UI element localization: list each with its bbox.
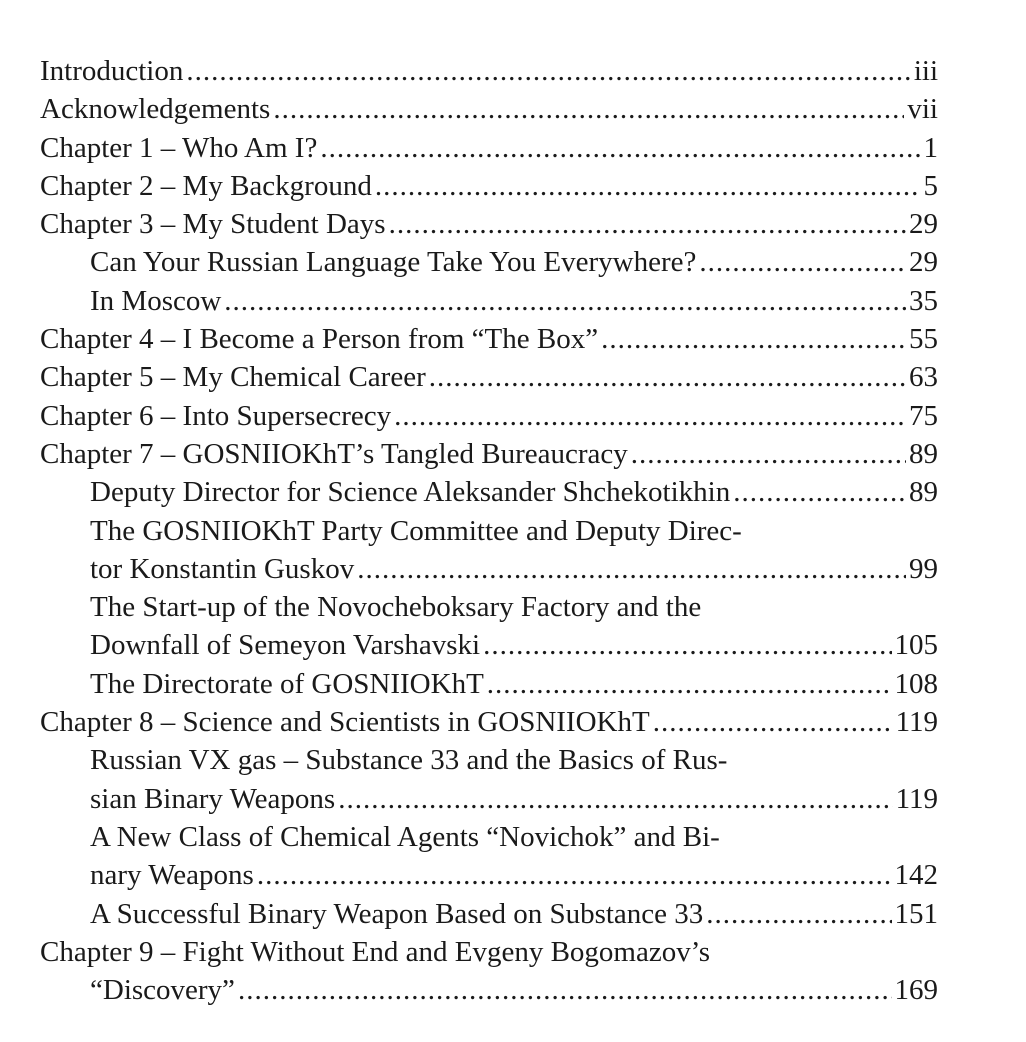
toc-subentry bbox=[40, 473, 938, 511]
toc-entry-page: 108 bbox=[894, 667, 938, 700]
toc-entry-title: Chapter 7 – GOSNIIOKhT’s Tangled Bureaucracy bbox=[40, 437, 628, 470]
toc-entry-title: tor Konstantin Guskov bbox=[90, 552, 355, 585]
toc-entry bbox=[40, 703, 938, 741]
toc-entry-page: 29 bbox=[909, 208, 938, 241]
toc-leader-dots bbox=[375, 167, 921, 205]
toc-subentry-first-line: The GOSNIIOKhT Party Committee and Deputy Direc- bbox=[90, 514, 742, 547]
toc-subentry bbox=[40, 550, 938, 588]
toc-entry bbox=[40, 52, 938, 90]
toc-entry-title: nary Weapons bbox=[90, 859, 254, 892]
toc-leader-dots bbox=[238, 971, 892, 1009]
toc-entry-title: “Discovery” bbox=[90, 974, 235, 1007]
toc-entry-title: Chapter 5 – My Chemical Career bbox=[40, 361, 426, 394]
toc-subentry bbox=[40, 243, 938, 281]
toc-entry-title: Chapter 4 – I Become a Person from “The Box” bbox=[40, 323, 599, 356]
toc-entry-title: Chapter 2 – My Background bbox=[40, 169, 372, 202]
toc-entry-page: iii bbox=[913, 55, 938, 87]
toc-leader-dots bbox=[487, 665, 892, 703]
toc-entry bbox=[40, 90, 938, 128]
toc-entry-title: Downfall of Semeyon Varshavski bbox=[90, 629, 481, 662]
toc-entry-title: Chapter 8 – Science and Scientists in GOSNIIOKhT bbox=[40, 706, 650, 739]
toc-entry-title: Can Your Russian Language Take You Everywhere? bbox=[90, 246, 697, 279]
table-of-contents bbox=[40, 52, 938, 1009]
toc-entry-title: In Moscow bbox=[90, 284, 222, 317]
toc-leader-dots bbox=[273, 90, 904, 128]
toc-leader-dots bbox=[483, 626, 891, 664]
toc-entry-title: Acknowledgements bbox=[40, 93, 271, 126]
toc-leader-dots bbox=[257, 856, 892, 894]
toc-entry bbox=[40, 435, 938, 473]
toc-subentry bbox=[40, 780, 938, 818]
toc-entry bbox=[40, 129, 938, 167]
toc-entry bbox=[40, 397, 938, 435]
toc-entry-title: The Directorate of GOSNIIOKhT bbox=[90, 667, 484, 700]
toc-entry-page: vii bbox=[907, 93, 938, 126]
toc-leader-dots bbox=[631, 435, 906, 473]
toc-subentry bbox=[40, 856, 938, 894]
toc-subentry-first-line: The Start-up of the Novocheboksary Factory and the bbox=[90, 591, 702, 624]
toc-entry-page: 169 bbox=[894, 974, 938, 1007]
toc-entry-continuation bbox=[40, 971, 938, 1009]
toc-leader-dots bbox=[601, 320, 906, 358]
toc-entry bbox=[40, 320, 938, 358]
toc-entry bbox=[40, 167, 938, 205]
toc-subentry bbox=[40, 626, 938, 664]
toc-subentry bbox=[40, 282, 938, 320]
toc-leader-dots bbox=[357, 550, 906, 588]
toc-leader-dots bbox=[699, 243, 906, 281]
toc-leader-dots bbox=[733, 473, 906, 511]
toc-entry-first-line: Chapter 9 – Fight Without End and Evgeny Bogomazov’s bbox=[40, 935, 711, 968]
toc-leader-dots bbox=[389, 205, 906, 243]
toc-entry-title: Chapter 6 – Into Supersecrecy bbox=[40, 399, 392, 432]
toc-entry-title: Chapter 1 – Who Am I? bbox=[40, 131, 318, 164]
toc-leader-dots bbox=[224, 282, 906, 320]
toc-leader-dots bbox=[706, 895, 891, 933]
toc-entry-page: 55 bbox=[909, 323, 938, 356]
toc-entry-title: Introduction bbox=[40, 55, 184, 87]
toc-subentry bbox=[40, 895, 938, 933]
toc-subentry-first-line: Russian VX gas – Substance 33 and the Basics of Rus- bbox=[90, 744, 728, 777]
toc-leader-dots bbox=[320, 129, 920, 167]
toc-leader-dots bbox=[186, 52, 910, 90]
toc-entry-page: 29 bbox=[909, 246, 938, 279]
toc-entry-page: 89 bbox=[909, 476, 938, 509]
toc-entry-page: 1 bbox=[923, 131, 938, 164]
toc-entry-page: 142 bbox=[894, 859, 938, 892]
toc-leader-dots bbox=[429, 358, 906, 396]
toc-leader-dots bbox=[338, 780, 892, 818]
toc-entry-title: sian Binary Weapons bbox=[90, 782, 336, 815]
toc-entry-page: 105 bbox=[894, 629, 938, 662]
toc-entry-title: Chapter 3 – My Student Days bbox=[40, 208, 386, 241]
toc-entry-page: 151 bbox=[894, 897, 938, 930]
toc-entry-title: Deputy Director for Science Aleksander Shchekotikhin bbox=[90, 476, 731, 509]
toc-entry-page: 119 bbox=[895, 706, 938, 739]
toc-leader-dots bbox=[394, 397, 906, 435]
toc-entry-page: 99 bbox=[909, 552, 938, 585]
toc-entry-page: 89 bbox=[909, 437, 938, 470]
toc-entry bbox=[40, 358, 938, 396]
toc-entry-page: 35 bbox=[909, 284, 938, 317]
toc-entry-page: 63 bbox=[909, 361, 938, 394]
toc-entry-page: 5 bbox=[923, 169, 938, 202]
toc-leader-dots bbox=[653, 703, 893, 741]
toc-entry bbox=[40, 205, 938, 243]
toc-entry-page: 75 bbox=[909, 399, 938, 432]
toc-subentry bbox=[40, 665, 938, 703]
toc-subentry-first-line: A New Class of Chemical Agents “Novichok” and Bi- bbox=[90, 820, 720, 853]
toc-entry-page: 119 bbox=[895, 782, 938, 815]
toc-entry-title: A Successful Binary Weapon Based on Substance 33 bbox=[90, 897, 704, 930]
